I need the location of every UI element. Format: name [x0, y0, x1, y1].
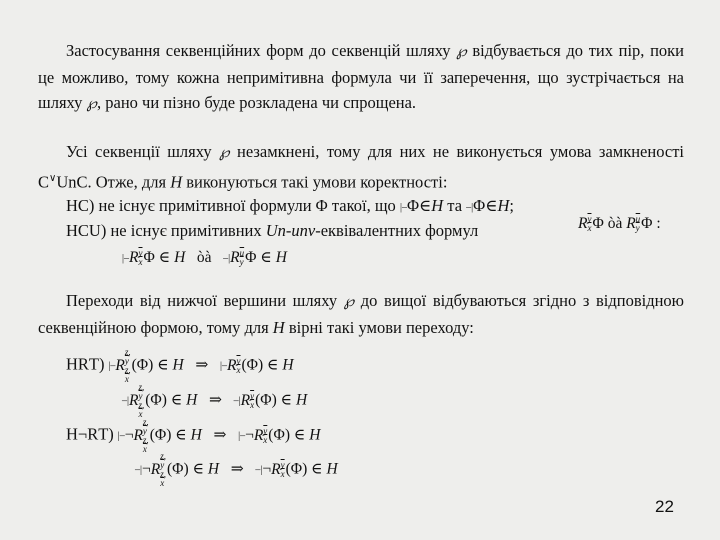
elem-symbol: ∈	[192, 460, 205, 478]
implies-symbol: ⇒	[209, 391, 222, 409]
elem-symbol: ∈	[280, 391, 293, 409]
text: вірні такі умови переходу:	[284, 318, 474, 337]
phi-symbol: Φ	[260, 391, 272, 409]
phi-symbol: Φ	[245, 249, 257, 266]
h-symbol: H	[497, 196, 510, 215]
page-number: 22	[655, 497, 674, 516]
h-symbol: H	[326, 460, 338, 478]
text: незамкнені, тому для них не виконується умова замкненості C	[38, 142, 684, 192]
text: виконуються такі умови коректності:	[182, 172, 448, 192]
neg-turnstile-symbol: –|	[233, 395, 241, 407]
phi-symbol: Φ	[143, 249, 155, 266]
not-symbol: ¬	[142, 460, 151, 478]
nhrt-label: Н¬RТ)	[66, 424, 114, 444]
path-symbol: ℘	[456, 44, 467, 60]
phi-symbol: Φ	[150, 391, 162, 409]
turnstile-symbol: |–	[238, 430, 246, 442]
h-symbol: H	[174, 249, 186, 266]
elem-symbol: ∈	[267, 356, 279, 374]
ncu-italic: Un-unv	[265, 221, 316, 240]
paragraph-unclosed-sequents	[38, 139, 684, 195]
nc-label: НС) не існує примітивної формули Φ такої, що	[66, 196, 396, 215]
not-symbol: ¬	[262, 460, 272, 478]
text: , рано чи пізно буде розкладена чи спрощена.	[97, 93, 417, 112]
neg-turnstile-symbol: –|	[135, 464, 143, 476]
elem-symbol: ∈	[293, 426, 306, 444]
turnstile-symbol: |–	[108, 360, 116, 372]
turnstile-symbol: |–	[117, 430, 125, 442]
not-symbol: ¬	[245, 426, 254, 444]
phi-symbol: Φ	[473, 196, 486, 215]
neg-turnstile-symbol: –|	[122, 395, 130, 407]
phi-symbol: Φ	[406, 196, 420, 215]
ncu-label: НСU) не існує примітивних	[66, 221, 262, 240]
elem-symbol: ∈	[170, 391, 183, 409]
h-symbol: H	[431, 196, 444, 215]
phi-symbol: Φ	[641, 215, 653, 232]
phi-symbol: Φ	[592, 215, 604, 232]
hrt-row-1: НRТ) |–R z, $\overline{y}$ z, $\overline{x}$ (Φ) ∈ H ⇒ |–R $\frac{\overline{y}}{x}$ (Φ) ∈ H	[66, 347, 294, 384]
h-symbol: H	[190, 426, 202, 444]
elem-symbol: ∈	[485, 196, 498, 215]
turnstile-symbol: |–	[399, 202, 407, 213]
implies-symbol: ⇒	[195, 356, 209, 374]
path-symbol: ℘	[86, 96, 97, 112]
text: UnC. Отже, для	[56, 172, 171, 192]
elem-symbol: ∈	[158, 249, 171, 266]
implies-symbol: ⇒	[213, 426, 227, 444]
nhrt-row-1: Н¬RТ) |–¬R z, $\overline{y}$ z, $\overline{x}$ (Φ) ∈ H ⇒ |–¬R $\frac{\overline{y}}{x}$ (Φ) ∈ H	[66, 417, 321, 454]
elem-symbol: ∈	[419, 196, 432, 215]
ncu-rest: -еквівалентних формул	[315, 221, 479, 240]
condition-ncu	[66, 219, 478, 243]
text: Застосування секвенційних форм до секвенцій шляху	[66, 41, 457, 60]
turnstile-symbol: |–	[220, 360, 228, 372]
colon: :	[656, 215, 661, 232]
oa-text: òà	[607, 215, 623, 232]
elem-symbol: ∈	[311, 460, 323, 478]
implies-symbol: ⇒	[230, 460, 244, 478]
turnstile-symbol: |–	[122, 253, 130, 264]
not-symbol: ¬	[124, 426, 134, 444]
phi-symbol: Φ	[136, 356, 149, 374]
h-symbol: H	[296, 391, 308, 409]
h-symbol: H	[272, 318, 285, 337]
elem-symbol: ∈	[175, 426, 187, 444]
h-symbol: H	[207, 460, 220, 478]
vee-symbol: ∨	[49, 173, 57, 184]
condition-nc: НС) не існує примітивної формули Φ такої, що |–Φ∈H та –|Φ∈H;	[66, 196, 514, 215]
h-symbol: H	[170, 172, 183, 192]
elem-symbol: ∈	[157, 356, 169, 374]
ncu-formula: R $\frac{\overline{y}}{x}$ Φ òà R $\frac{\overline{u}}{y}$ Φ :	[578, 214, 661, 234]
paragraph-path-application	[38, 38, 684, 117]
text: Усі секвенції шляху	[66, 142, 220, 161]
path-symbol: ℘	[219, 145, 230, 161]
r-symbol: R	[578, 215, 588, 232]
ncu-formula-2: |–R $\frac{\overline{y}}{x}$ Φ ∈ H òà –|R $\frac{\overline{u}}{y}$ Φ ∈ H	[122, 248, 287, 268]
text: до вищої відбуваються згідно з відповідною секвенційною формою, тому для	[38, 291, 684, 337]
elem-symbol: ∈	[260, 249, 272, 266]
h-symbol: H	[282, 356, 294, 374]
h-symbol: H	[275, 249, 287, 266]
phi-symbol: Φ	[154, 426, 167, 444]
hrt-label: НRТ)	[66, 354, 105, 374]
nhrt-row-2: –|¬R z, $\overline{y}$ z, $\overline{x}$ (Φ) ∈ H ⇒ –|¬R $\frac{\overline{y}}{x}$ (Φ) ∈ H	[135, 451, 338, 488]
h-symbol: H	[186, 391, 198, 409]
neg-turnstile-symbol: –|	[223, 253, 231, 264]
phi-symbol: Φ	[246, 356, 258, 374]
h-symbol: H	[172, 356, 184, 374]
phi-symbol: Φ	[172, 460, 184, 478]
oa-text: òà	[196, 249, 212, 266]
phi-symbol: Φ	[273, 426, 285, 444]
path-symbol: ℘	[343, 294, 355, 310]
paragraph-transitions	[38, 288, 684, 340]
neg-turnstile-symbol: –|	[466, 202, 474, 213]
text: відбувається до тих пір, поки це можливо, тому кожна непримітивна формула чи її заперечення, що зустрічається на шляху	[38, 41, 684, 112]
neg-turnstile-symbol: –|	[255, 464, 263, 476]
nc-mid: та	[447, 196, 463, 215]
r-symbol: R	[626, 215, 636, 232]
text: Переходи від нижчої вершини шляху	[66, 291, 344, 310]
hrt-row-2: –|R z, $\overline{y}$ z, $\overline{x}$ (Φ) ∈ H ⇒ –|R $\frac{\overline{y}}{x}$ (Φ) ∈ H	[122, 382, 308, 419]
phi-symbol: Φ	[290, 460, 303, 478]
h-symbol: H	[309, 426, 321, 444]
